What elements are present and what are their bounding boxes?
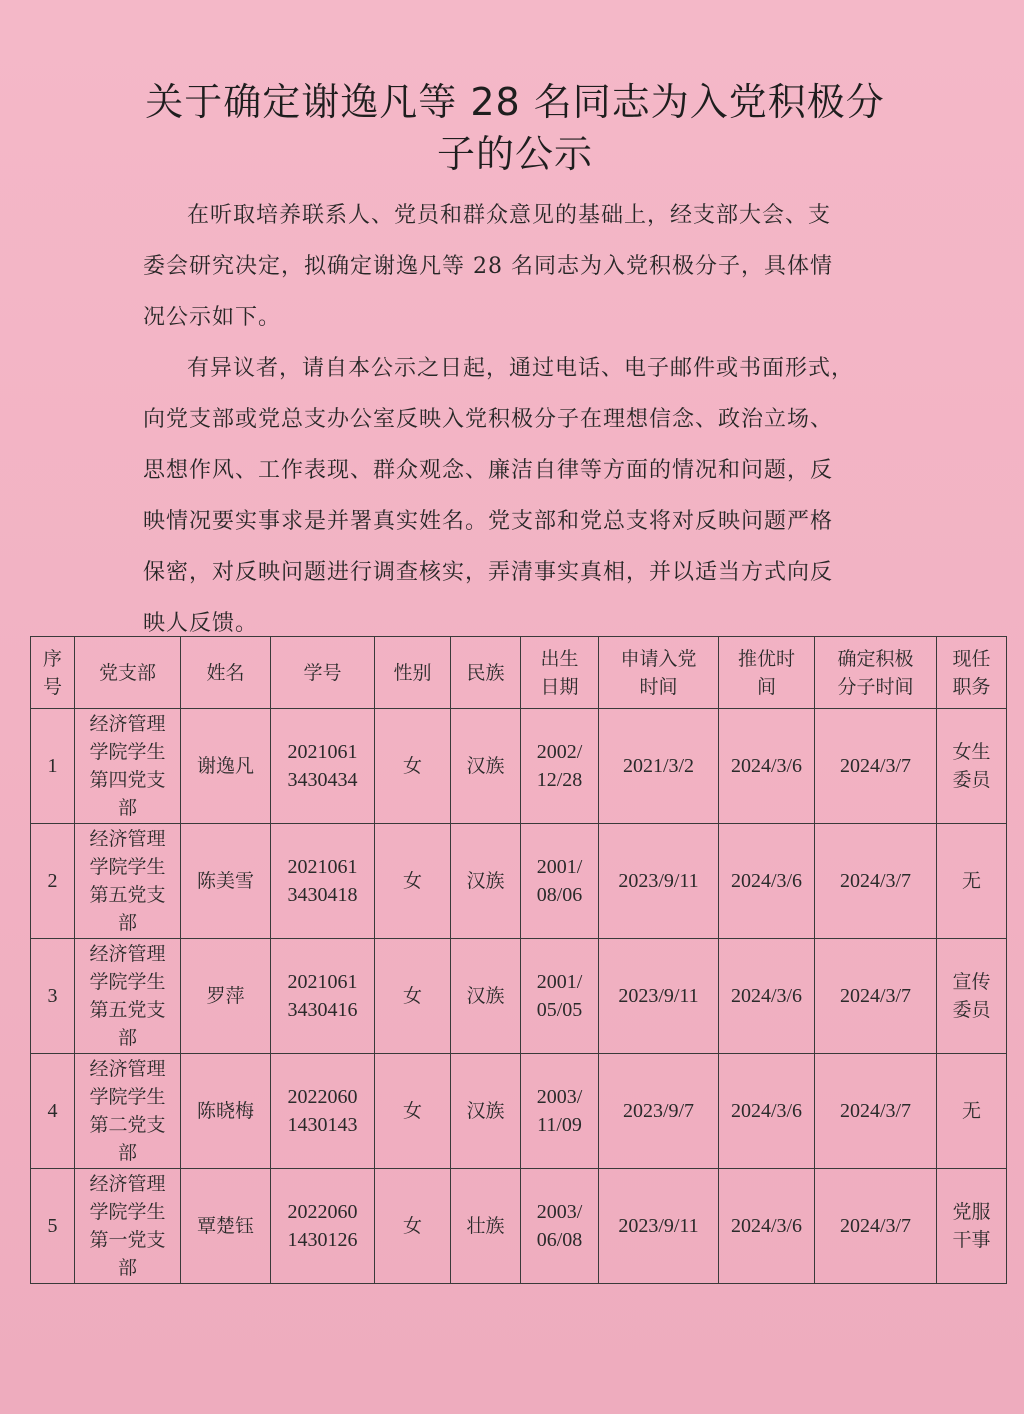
branch-cell-line: 第五党支 <box>89 884 166 906</box>
apply-time-cell: 2023/9/11 <box>599 939 719 1054</box>
name-cell: 罗萍 <box>181 939 271 1054</box>
branch-cell-line: 学院学生 <box>89 856 166 878</box>
position-cell-line: 委员 <box>952 769 991 791</box>
apply-time-cell: 2023/9/7 <box>599 1054 719 1169</box>
table-row <box>31 1054 1007 1169</box>
position-cell <box>937 939 1007 1054</box>
birth-date-cell <box>521 709 599 824</box>
row-number: 1 <box>31 709 75 824</box>
student-id-cell-line: 2021061 <box>287 856 358 878</box>
position-cell-line: 宣传 <box>952 971 991 993</box>
header-text: 分子时间 <box>837 675 914 698</box>
header-text: 现任 <box>952 647 991 670</box>
objection-paragraph <box>143 343 898 649</box>
notice-title-line-1: 关于确定谢逸凡等 28 名同志为入党积极分 <box>145 80 885 124</box>
branch-cell-line: 第五党支 <box>89 999 166 1021</box>
confirm-time-cell: 2024/3/7 <box>815 1054 937 1169</box>
birth-date-cell-line: 12/28 <box>536 769 583 791</box>
student-id-cell-line: 1430143 <box>287 1114 358 1136</box>
ethnicity-cell: 壮族 <box>451 1169 521 1284</box>
confirm-time-cell: 2024/3/7 <box>815 824 937 939</box>
position-cell <box>937 709 1007 824</box>
header-birth-date <box>521 637 599 709</box>
recommend-time-cell: 2024/3/6 <box>719 824 815 939</box>
branch-cell-line: 学院学生 <box>89 971 166 993</box>
table-row <box>31 709 1007 824</box>
intro-paragraph <box>143 190 898 343</box>
student-id-cell-line: 3430416 <box>287 999 358 1021</box>
header-text: 党支部 <box>98 661 156 684</box>
position-cell-line: 干事 <box>952 1229 991 1251</box>
objection-line: 映人反馈。 <box>143 611 259 636</box>
birth-date-cell <box>521 824 599 939</box>
student-id-cell <box>271 709 375 824</box>
branch-cell-line: 经济管理 <box>89 713 166 735</box>
table-header-row <box>31 637 1007 709</box>
position-cell-line: 委员 <box>952 999 991 1021</box>
student-id-cell-line: 2021061 <box>287 971 358 993</box>
table-row <box>31 1169 1007 1284</box>
birth-date-cell-line: 2002/ <box>536 741 583 763</box>
header-text: 学号 <box>303 661 342 684</box>
header-position <box>937 637 1007 709</box>
birth-date-cell-line: 2003/ <box>536 1086 583 1108</box>
objection-line: 映情况要实事求是并署真实姓名。党支部和党总支将对反映问题严格 <box>143 509 834 534</box>
header-no <box>31 637 75 709</box>
header-text: 号 <box>42 675 62 698</box>
branch-cell-line: 部 <box>117 1257 137 1279</box>
student-id-cell-line: 2021061 <box>287 741 358 763</box>
birth-date-cell <box>521 1054 599 1169</box>
header-text: 申请入党 <box>620 647 697 670</box>
confirm-time-cell: 2024/3/7 <box>815 1169 937 1284</box>
header-text: 序 <box>42 647 62 670</box>
branch-cell-line: 学院学生 <box>89 1086 166 1108</box>
student-id-cell <box>271 1054 375 1169</box>
name-cell: 谢逸凡 <box>181 709 271 824</box>
branch-cell-line: 第一党支 <box>89 1229 166 1251</box>
table-row <box>31 824 1007 939</box>
branch-cell-line: 部 <box>117 797 137 819</box>
birth-date-cell-line: 06/08 <box>536 1229 583 1251</box>
position-cell-line: 女生 <box>952 741 991 763</box>
branch-cell-line: 第四党支 <box>89 769 166 791</box>
gender-cell: 女 <box>375 1169 451 1284</box>
position-cell <box>937 824 1007 939</box>
objection-line: 保密，对反映问题进行调查核实，弄清事实真相，并以适当方式向反 <box>143 560 834 585</box>
branch-cell-line: 部 <box>117 912 137 934</box>
gender-cell: 女 <box>375 939 451 1054</box>
header-text: 间 <box>756 675 776 698</box>
student-id-cell <box>271 824 375 939</box>
ethnicity-cell: 汉族 <box>451 1054 521 1169</box>
header-ethnicity <box>451 637 521 709</box>
header-text: 姓名 <box>206 661 245 684</box>
header-apply-time <box>599 637 719 709</box>
branch-cell <box>75 1169 181 1284</box>
branch-cell-line: 经济管理 <box>89 828 166 850</box>
birth-date-cell-line: 05/05 <box>536 999 583 1021</box>
position-cell <box>937 1169 1007 1284</box>
birth-date-cell <box>521 1169 599 1284</box>
row-number: 3 <box>31 939 75 1054</box>
student-id-cell-line: 2022060 <box>287 1086 358 1108</box>
table-body <box>31 709 1007 1284</box>
activist-table <box>30 636 1007 1284</box>
objection-line: 思想作风、工作表现、群众观念、廉洁自律等方面的情况和问题，反 <box>143 458 834 483</box>
name-cell: 覃楚钰 <box>181 1169 271 1284</box>
branch-cell-line: 学院学生 <box>89 741 166 763</box>
birth-date-cell-line: 2003/ <box>536 1201 583 1223</box>
gender-cell: 女 <box>375 824 451 939</box>
branch-cell-line: 部 <box>117 1027 137 1049</box>
gender-cell: 女 <box>375 709 451 824</box>
student-id-cell-line: 3430418 <box>287 884 358 906</box>
birth-date-cell-line: 08/06 <box>536 884 583 906</box>
student-id-cell <box>271 1169 375 1284</box>
header-text: 性别 <box>393 661 432 684</box>
branch-cell-line: 学院学生 <box>89 1201 166 1223</box>
notice-title-line-2: 子的公示 <box>436 132 593 176</box>
branch-cell <box>75 939 181 1054</box>
name-cell: 陈美雪 <box>181 824 271 939</box>
header-confirm-time <box>815 637 937 709</box>
position-cell-line: 党服 <box>952 1201 991 1223</box>
intro-line: 况公示如下。 <box>143 305 282 330</box>
recommend-time-cell: 2024/3/6 <box>719 939 815 1054</box>
position-cell-line: 无 <box>961 870 981 892</box>
apply-time-cell: 2021/3/2 <box>599 709 719 824</box>
ethnicity-cell: 汉族 <box>451 824 521 939</box>
branch-cell-line: 第二党支 <box>89 1114 166 1136</box>
birth-date-cell-line: 11/09 <box>537 1114 582 1136</box>
header-text: 确定积极 <box>837 647 914 670</box>
recommend-time-cell: 2024/3/6 <box>719 1169 815 1284</box>
branch-cell-line: 经济管理 <box>89 1058 166 1080</box>
branch-cell <box>75 1054 181 1169</box>
objection-line: 向党支部或党总支办公室反映入党积极分子在理想信念、政治立场、 <box>143 407 834 432</box>
header-name <box>181 637 271 709</box>
student-id-cell-line: 1430126 <box>287 1229 358 1251</box>
header-branch <box>75 637 181 709</box>
header-gender <box>375 637 451 709</box>
intro-line: 在听取培养联系人、党员和群众意见的基础上，经支部大会、支 <box>187 203 832 228</box>
branch-cell-line: 经济管理 <box>89 1173 166 1195</box>
apply-time-cell: 2023/9/11 <box>599 1169 719 1284</box>
ethnicity-cell: 汉族 <box>451 939 521 1054</box>
position-cell <box>937 1054 1007 1169</box>
branch-cell-line: 经济管理 <box>89 943 166 965</box>
header-text: 时间 <box>639 675 678 698</box>
ethnicity-cell: 汉族 <box>451 709 521 824</box>
student-id-cell <box>271 939 375 1054</box>
student-id-cell-line: 2022060 <box>287 1201 358 1223</box>
name-cell: 陈晓梅 <box>181 1054 271 1169</box>
header-student-id <box>271 637 375 709</box>
gender-cell: 女 <box>375 1054 451 1169</box>
position-cell-line: 无 <box>961 1100 981 1122</box>
birth-date-cell-line: 2001/ <box>536 971 583 993</box>
student-id-cell-line: 3430434 <box>287 769 358 791</box>
row-number: 2 <box>31 824 75 939</box>
header-recommend-time <box>719 637 815 709</box>
header-text: 日期 <box>540 675 579 698</box>
branch-cell <box>75 824 181 939</box>
recommend-time-cell: 2024/3/6 <box>719 709 815 824</box>
header-text: 民族 <box>466 661 505 684</box>
apply-time-cell: 2023/9/11 <box>599 824 719 939</box>
confirm-time-cell: 2024/3/7 <box>815 939 937 1054</box>
objection-line: 有异议者，请自本公示之日起，通过电话、电子邮件或书面形式， <box>187 356 855 381</box>
branch-cell-line: 部 <box>117 1142 137 1164</box>
header-text: 推优时 <box>737 647 795 670</box>
branch-cell <box>75 709 181 824</box>
birth-date-cell <box>521 939 599 1054</box>
header-text: 出生 <box>540 647 579 670</box>
table-row <box>31 939 1007 1054</box>
row-number: 4 <box>31 1054 75 1169</box>
confirm-time-cell: 2024/3/7 <box>815 709 937 824</box>
header-text: 职务 <box>952 675 991 698</box>
intro-line: 委会研究决定，拟确定谢逸凡等 28 名同志为入党积极分子，具体情 <box>143 254 833 279</box>
birth-date-cell-line: 2001/ <box>536 856 583 878</box>
recommend-time-cell: 2024/3/6 <box>719 1054 815 1169</box>
row-number: 5 <box>31 1169 75 1284</box>
